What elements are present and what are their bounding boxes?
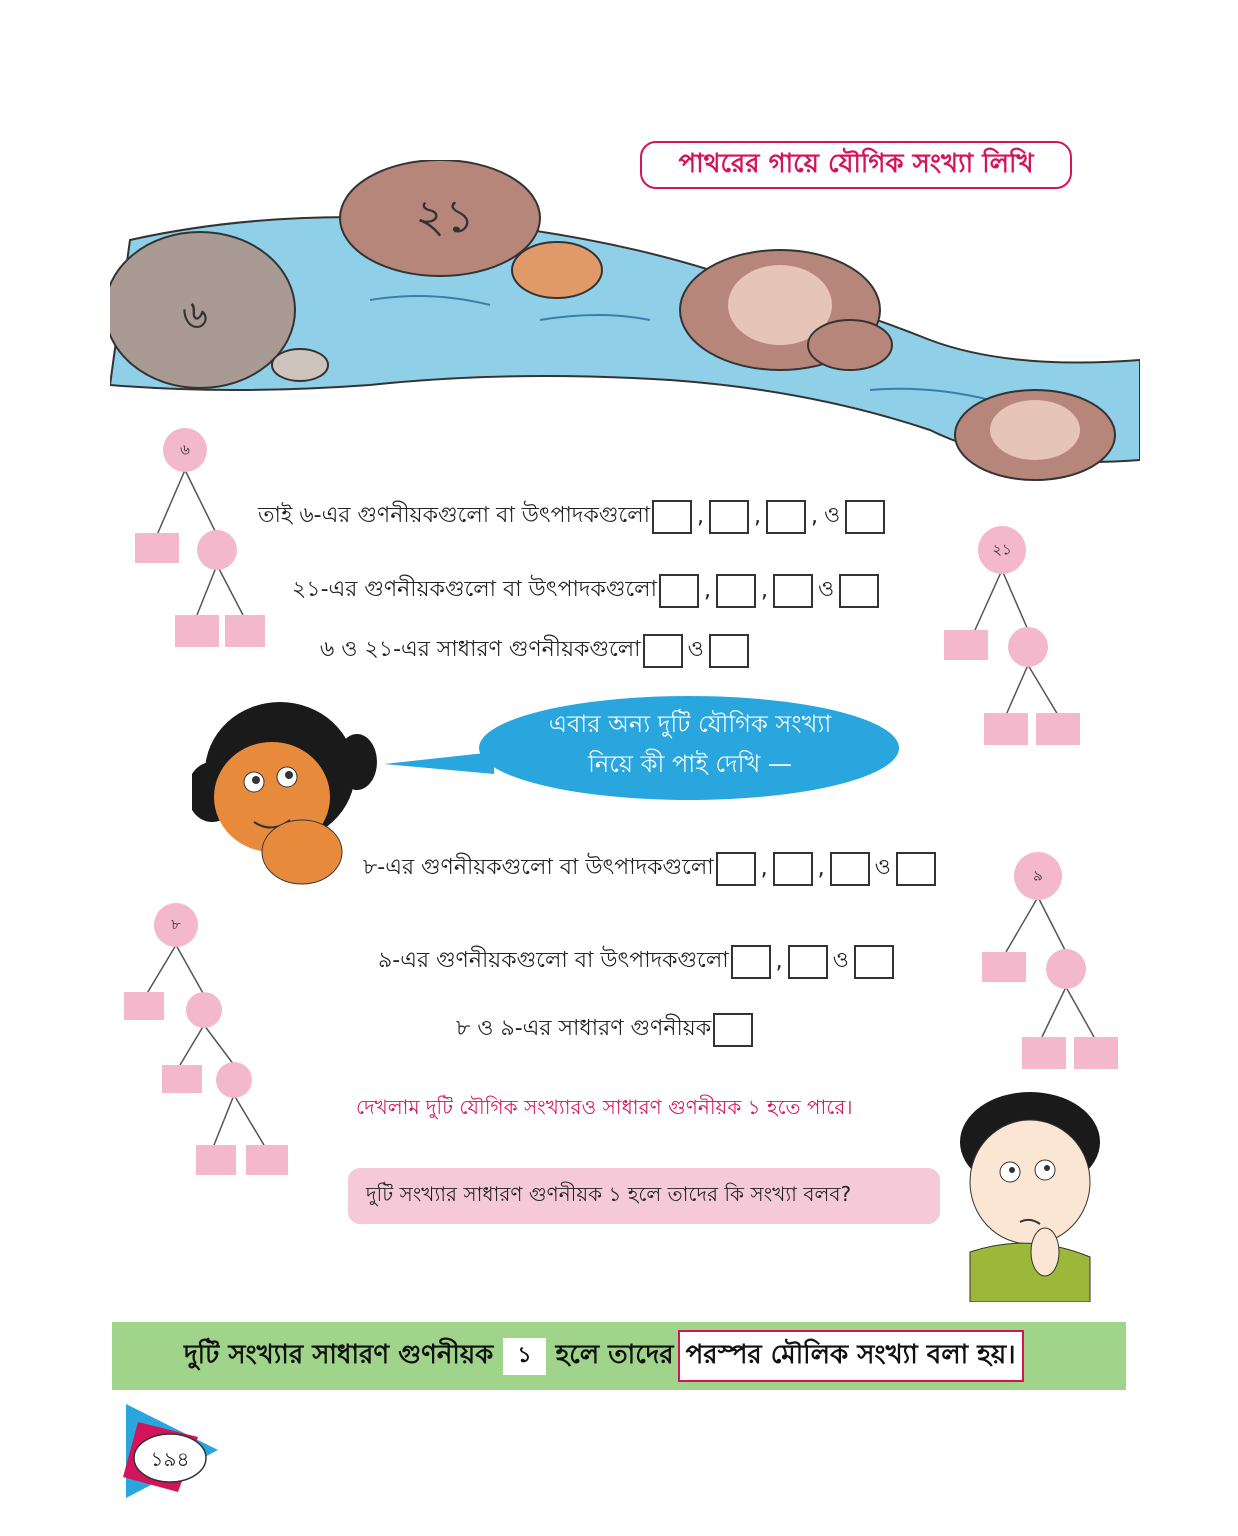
answer-box[interactable]: [845, 500, 885, 534]
common-6-21-label: ৬ ও ২১-এর সাধারণ গুণনীয়কগুলো: [320, 637, 641, 662]
speech-bubble-text: [490, 704, 890, 784]
factors-8-label: ৮-এর গুণনীয়কগুলো বা উৎপাদকগুলো: [363, 855, 714, 880]
separator: ,: [760, 856, 768, 881]
answer-box[interactable]: [773, 852, 813, 886]
factor-tree-21: [940, 525, 1090, 755]
factor-tree-8: [118, 900, 298, 1180]
answer-box[interactable]: [713, 1013, 753, 1047]
answer-box[interactable]: [643, 634, 683, 668]
answer-box[interactable]: [709, 500, 749, 534]
banner-part1: দুটি সংখ্যার সাধারণ গুণনীয়ক: [184, 1340, 494, 1370]
page-title: পাথরের গায়ে যৌগিক সংখ্যা লিখি: [640, 141, 1072, 189]
answer-box[interactable]: [766, 500, 806, 534]
separator: ,: [697, 504, 705, 529]
answer-box[interactable]: [716, 852, 756, 886]
answer-box[interactable]: [788, 945, 828, 979]
stone-left: [110, 232, 295, 388]
question-text: দুটি সংখ্যার সাধারণ গুণনীয়ক ১ হলে তাদের কি সংখ্যা বলব?: [366, 1181, 852, 1206]
factors-21-line: [292, 572, 881, 609]
tree-6-root: ৬: [180, 440, 190, 459]
separator: ও: [832, 948, 849, 973]
stone-left-label: ৬: [181, 292, 209, 338]
page-number: ১৯৪: [150, 1447, 190, 1471]
factors-8-line: [363, 850, 938, 887]
answer-box[interactable]: [839, 574, 879, 608]
separator: ,: [811, 504, 819, 529]
separator: ,: [754, 504, 762, 529]
observation-note: দেখলাম দুটি যৌগিক সংখ্যারও সাধারণ গুণনীয়ক ১ হতে পারে।: [356, 1095, 853, 1119]
banner-part2: হলে তাদের: [555, 1340, 674, 1370]
answer-box[interactable]: [731, 945, 771, 979]
answer-box[interactable]: [716, 574, 756, 608]
answer-box[interactable]: [830, 852, 870, 886]
factors-6-label: তাই ৬-এর গুণনীয়কগুলো বা উৎপাদকগুলো: [258, 503, 651, 528]
definition-banner: [112, 1322, 1126, 1390]
answer-box[interactable]: [854, 945, 894, 979]
banner-boxed-text: পরস্পর মৌলিক সংখ্যা বলা হয়।: [678, 1330, 1024, 1382]
separator: ও: [824, 503, 841, 528]
common-6-21-line: [320, 632, 751, 669]
bubble-line-1: এবার অন্য দুটি যৌগিক সংখ্যা: [548, 710, 832, 738]
separator: ,: [703, 578, 711, 603]
separator: ,: [817, 856, 825, 881]
stone-big-label: ২১: [415, 189, 475, 243]
tree-8-root: ৮: [171, 915, 181, 934]
factors-21-label: ২১-এর গুণনীয়কগুলো বা উৎপাদকগুলো: [292, 577, 657, 602]
factors-9-line: [378, 943, 896, 980]
boy-illustration: [950, 1082, 1100, 1302]
answer-box[interactable]: [652, 500, 692, 534]
separator: ,: [760, 578, 768, 603]
answer-box[interactable]: [659, 574, 699, 608]
bubble-line-2: নিয়ে কী পাই দেখি —: [588, 750, 792, 778]
factor-tree-9: [978, 852, 1128, 1077]
factors-9-label: ৯-এর গুণনীয়কগুলো বা উৎপাদকগুলো: [378, 948, 729, 973]
stone-big: [340, 160, 540, 276]
factor-tree-6: [125, 425, 265, 655]
answer-box[interactable]: [709, 634, 749, 668]
banner-chip: ১: [503, 1338, 545, 1375]
question-box: [348, 1168, 940, 1224]
answer-box[interactable]: [773, 574, 813, 608]
tree-21-root: ২১: [992, 540, 1012, 559]
factors-6-line: [258, 498, 887, 535]
girl-illustration: [192, 692, 382, 892]
separator: ও: [817, 577, 835, 602]
common-8-9-label: ৮ ও ৯-এর সাধারণ গুণনীয়ক: [456, 1016, 712, 1041]
separator: ও: [874, 855, 891, 880]
answer-box[interactable]: [896, 852, 936, 886]
common-8-9-line: [456, 1011, 755, 1048]
separator: ,: [775, 949, 783, 974]
tree-9-root: ৯: [1033, 866, 1043, 885]
separator: ও: [687, 637, 704, 662]
